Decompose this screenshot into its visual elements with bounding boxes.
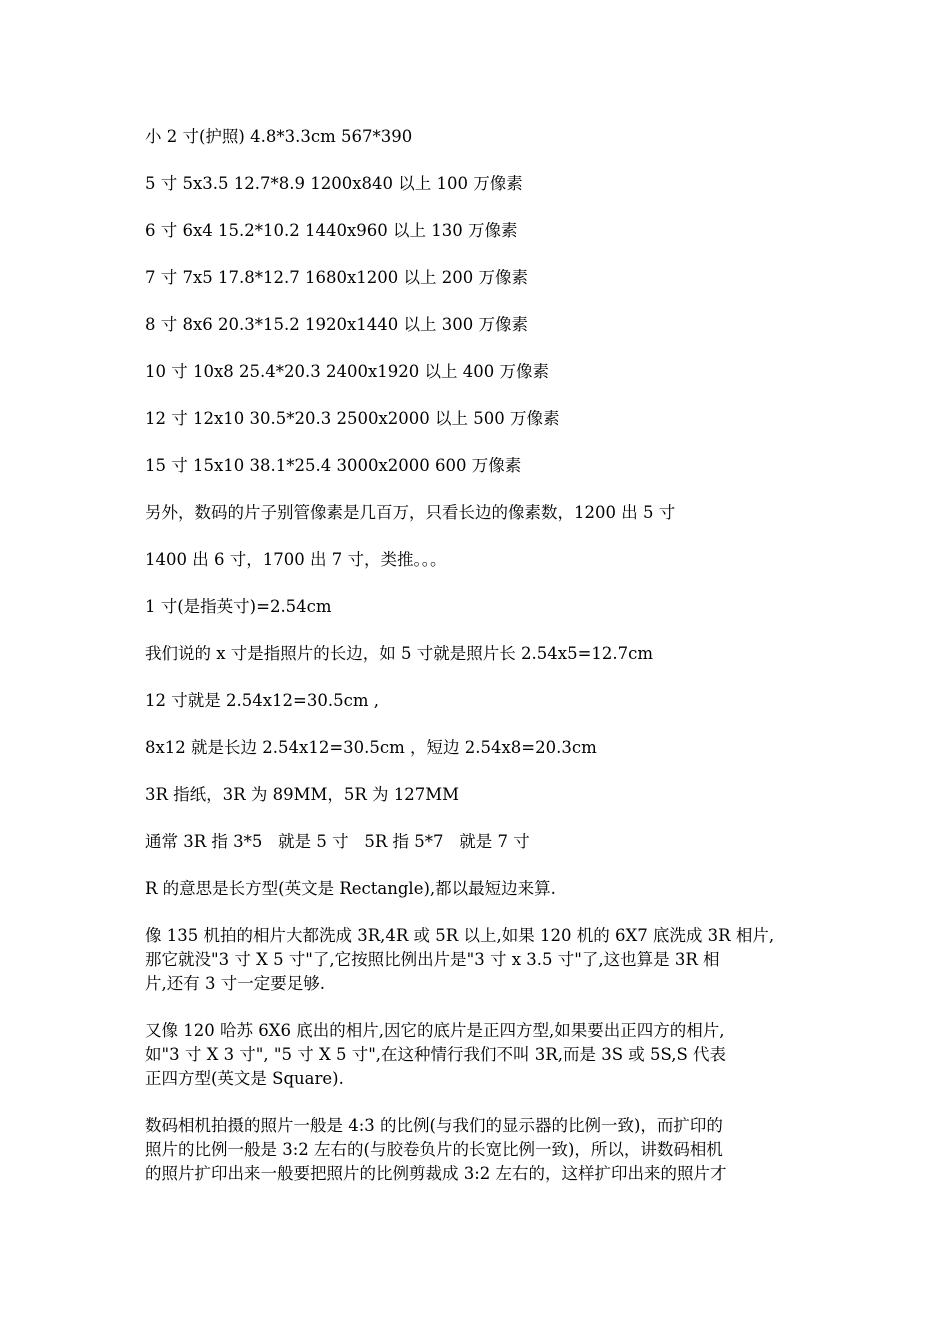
text-line-pixel-note: 另外，数码的片子别管像素是几百万，只看长边的像素数，1200 出 5 寸: [145, 503, 676, 522]
paragraph-line: 如"3 寸 X 3 寸", "5 寸 X 5 寸",在这种情行我们不叫 3R,而是 3S 或 5S,S 代表: [145, 1045, 726, 1064]
paragraph-135-120-film: [145, 924, 810, 996]
size-line-5-inch: 5 寸 5x3.5 12.7*8.9 1200x840 以上 100 万像素: [145, 174, 523, 193]
text-line-r-meaning: R 的意思是长方型(英文是 Rectangle),都以最短边来算.: [145, 879, 556, 898]
paragraph-line: 正四方型(英文是 Square).: [145, 1069, 344, 1088]
text-line-3r-5r-usual: 通常 3R 指 3*5 就是 5 寸 5R 指 5*7 就是 7 寸: [145, 832, 530, 851]
document-body: [145, 125, 810, 1209]
text-line-long-edge: 我们说的 x 寸是指照片的长边，如 5 寸就是照片长 2.54x5=12.7cm: [145, 644, 654, 663]
text-line-inch-definition: 1 寸(是指英寸)=2.54cm: [145, 597, 332, 616]
paragraph-line: 又像 120 哈苏 6X6 底出的相片,因它的底片是正四方型,如果要出正四方的相片,: [145, 1021, 725, 1040]
paragraph-line: 片,还有 3 寸一定要足够.: [145, 974, 325, 993]
paragraph-hasselblad-square: [145, 1019, 810, 1091]
paragraph-line: 的照片扩印出来一般要把照片的比例剪裁成 3:2 左右的，这样扩印出来的照片才: [145, 1164, 727, 1183]
paragraph-line: 那它就没"3 寸 X 5 寸"了,它按照比例出片是"3 寸 x 3.5 寸"了,这也算是 3R 相: [145, 950, 720, 969]
paragraph-line: 像 135 机拍的相片大都洗成 3R,4R 或 5R 以上,如果 120 机的 6X7 底洗成 3R 相片,: [145, 926, 775, 945]
text-line-pixel-note-continued: 1400 出 6 寸，1700 出 7 寸，类推。。。: [145, 550, 447, 569]
text-line-3r-paper: 3R 指纸，3R 为 89MM，5R 为 127MM: [145, 785, 460, 804]
size-line-10-inch: 10 寸 10x8 25.4*20.3 2400x1920 以上 400 万像素: [145, 362, 550, 381]
size-line-7-inch: 7 寸 7x5 17.8*12.7 1680x1200 以上 200 万像素: [145, 268, 529, 287]
paragraph-line: 照片的比例一般是 3:2 左右的(与胶卷负片的长宽比例一致)，所以，讲数码相机: [145, 1140, 723, 1159]
paragraph-digital-ratio: [145, 1114, 810, 1186]
size-line-15-inch: 15 寸 15x10 38.1*25.4 3000x2000 600 万像素: [145, 456, 522, 475]
text-line-12-inch-calc: 12 寸就是 2.54x12=30.5cm ,: [145, 691, 379, 710]
size-line-2-inch-passport: 小 2 寸(护照) 4.8*3.3cm 567*390: [145, 127, 413, 146]
size-line-12-inch: 12 寸 12x10 30.5*20.3 2500x2000 以上 500 万像素: [145, 409, 560, 428]
text-line-8x12-calc: 8x12 就是长边 2.54x12=30.5cm ，短边 2.54x8=20.3cm: [145, 738, 597, 757]
size-line-8-inch: 8 寸 8x6 20.3*15.2 1920x1440 以上 300 万像素: [145, 315, 529, 334]
size-line-6-inch: 6 寸 6x4 15.2*10.2 1440x960 以上 130 万像素: [145, 221, 518, 240]
paragraph-line: 数码相机拍摄的照片一般是 4:3 的比例(与我们的显示器的比例一致)，而扩印的: [145, 1116, 723, 1135]
